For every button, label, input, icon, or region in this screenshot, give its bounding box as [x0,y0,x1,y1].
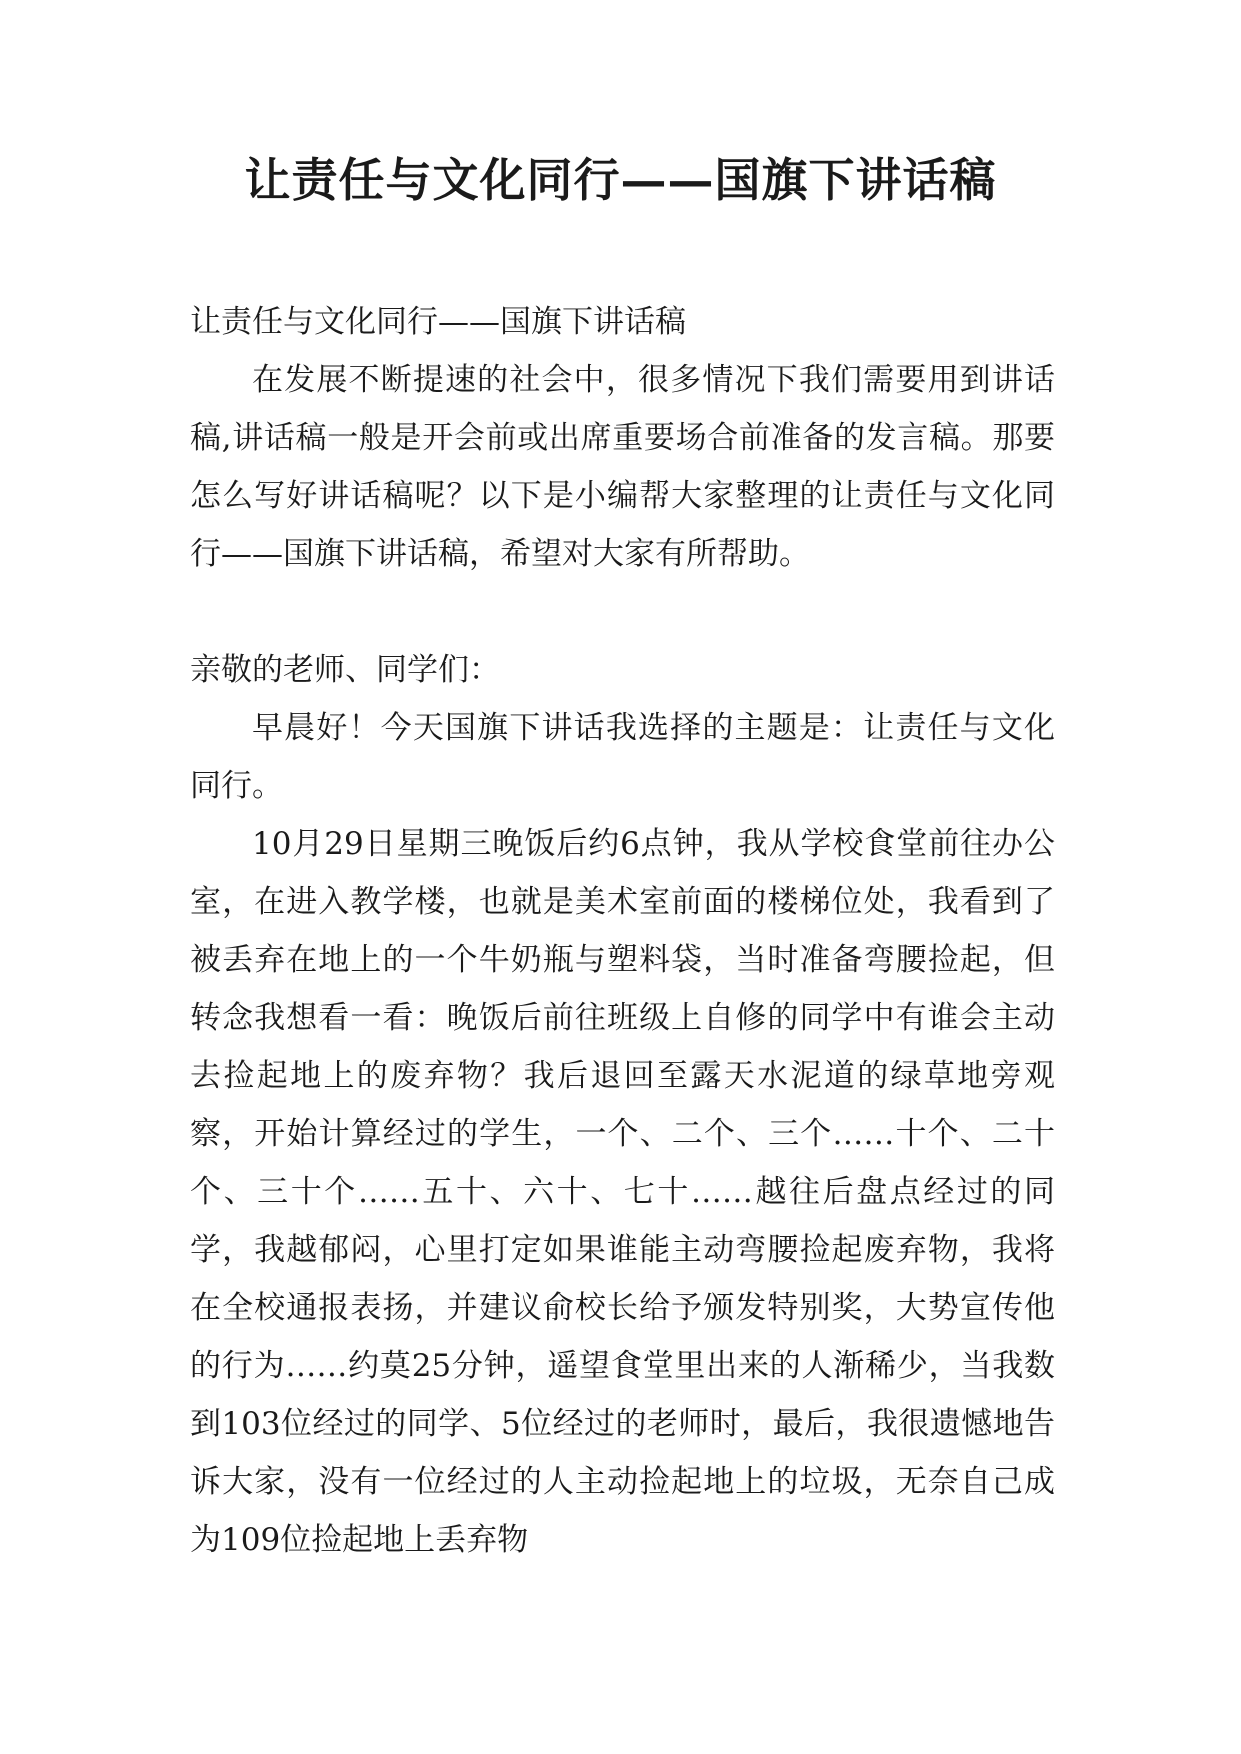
document-body [190,293,1055,1569]
story-paragraph: 10月29日星期三晚饭后约6点钟，我从学校食堂前往办公室，在进入教学楼，也就是美术室前面的楼梯位处，我看到了被丢弃在地上的一个牛奶瓶与塑料袋，当时准备弯腰捡起，但转念我想看一看：晚饭后前往班级上自修的同学中有谁会主动去捡起地上的废弃物？我后退回至露天水泥道的绿草地旁观察，开始计算经过的学生，一个、二个、三个……十个、二十个、三十个……五十、六十、七十……越往后盘点经过的同学，我越郁闷，心里打定如果谁能主动弯腰捡起废弃物，我将在全校通报表扬，并建议俞校长给予颁发特别奖，大势宣传他的行为……约莫25分钟，遥望食堂里出来的人渐稀少，当我数到103位经过的同学、5位经过的老师时，最后，我很遗憾地告诉大家，没有一位经过的人主动捡起地上的垃圾，无奈自己成为109位捡起地上丢弃物 [190,826,1055,1558]
greeting-paragraph: 早晨好！今天国旗下讲话我选择的主题是：让责任与文化同行。 [190,710,1055,804]
subtitle-line: 让责任与文化同行——国旗下讲话稿 [190,304,686,340]
document-title: 让责任与文化同行——国旗下讲话稿 [244,153,997,207]
salutation: 亲敬的老师、同学们： [190,652,500,688]
intro-paragraph: 在发展不断提速的社会中，很多情况下我们需要用到讲话稿,讲话稿一般是开会前或出席重要场合前准备的发言稿。那要怎么写好讲话稿呢？以下是小编帮大家整理的让责任与文化同行——国旗下讲话稿，希望对大家有所帮助。 [190,362,1055,572]
